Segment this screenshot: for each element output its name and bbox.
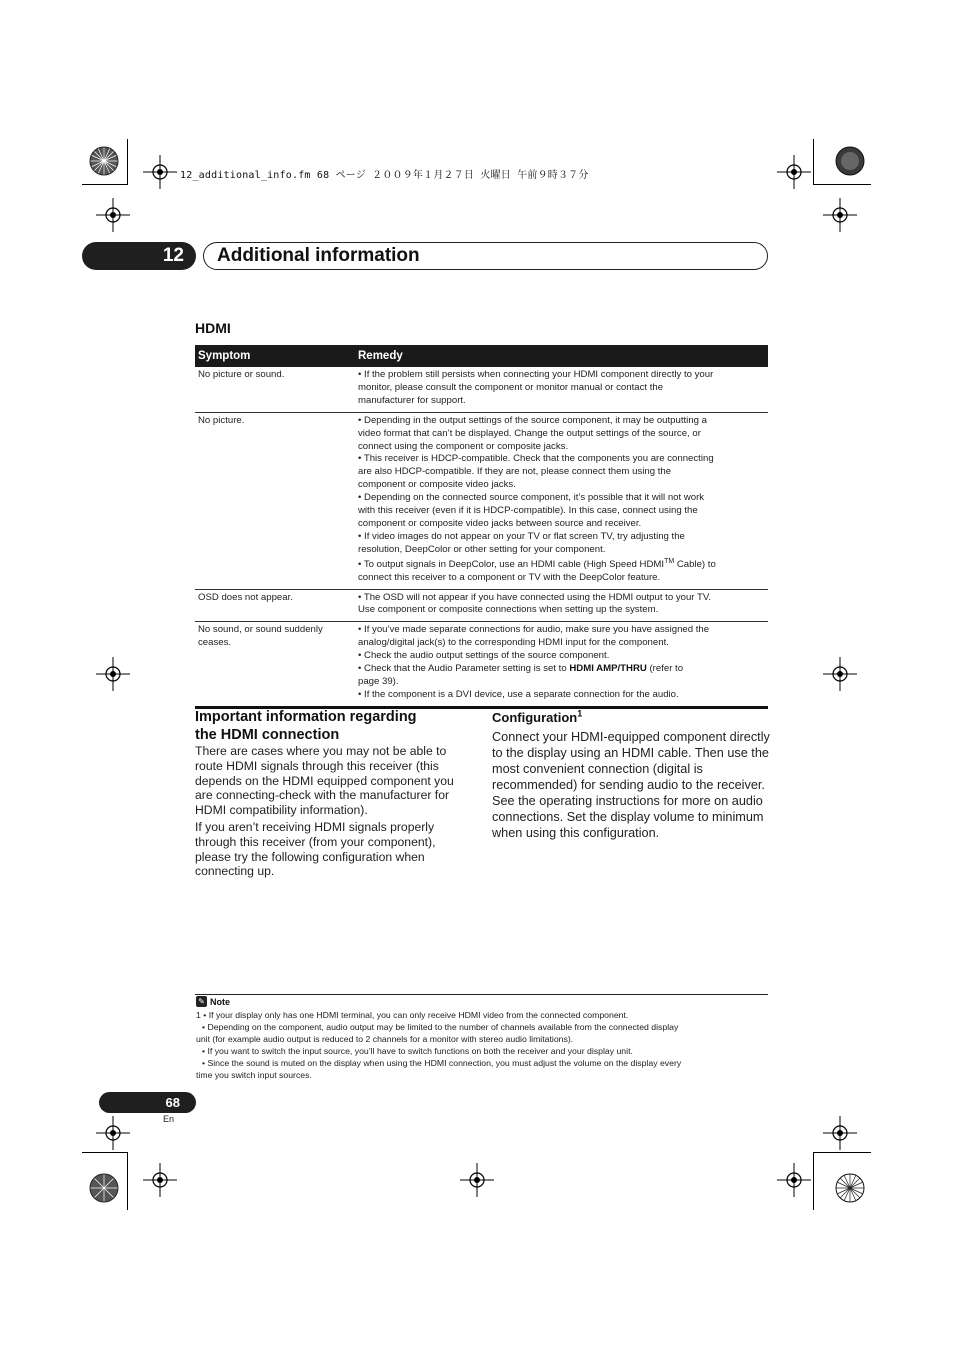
note-list — [196, 1009, 768, 1082]
starburst-mark-bottom-right — [834, 1172, 866, 1204]
symptom-cell — [195, 622, 355, 707]
remedy-line-bold — [358, 663, 765, 676]
note-item: unit (for example audio output is reduced to 2 channels for a monitor with stereo audio limitations). — [196, 1034, 574, 1045]
important-info-paragraph-2: If you aren’t receiving HDMI signals properly through this receiver (from your component), please try the following configuration when connecting up. — [195, 820, 436, 879]
remedy-line: component or composite video jacks between source and receiver. — [358, 517, 642, 529]
table-row — [195, 589, 768, 622]
starburst-mark-top-right — [834, 145, 866, 177]
table-row — [195, 412, 768, 589]
remedy-line: • Depending on the connected source component, it’s possible that it will not work — [358, 492, 705, 504]
crosshair-mark-5 — [96, 657, 130, 691]
remedy-cell — [355, 589, 768, 622]
remedy-text: • To output signals in DeepColor, use an HDMI cable (High Speed HDMI — [358, 558, 665, 570]
section-title: HDMI — [195, 320, 231, 336]
remedy-line: page 39). — [358, 675, 399, 687]
remedy-line: monitor, please consult the component or monitor manual or contact the — [358, 381, 664, 393]
crosshair-mark-10 — [460, 1163, 494, 1197]
table-row — [195, 622, 768, 707]
heading-line: the HDMI connection — [195, 727, 340, 743]
remedy-line: analog/digital jack(s) to the corresponding HDMI input for the component. — [358, 637, 669, 649]
page-number-tab — [99, 1092, 196, 1113]
important-info-paragraph-1: There are cases where you may not be able to route HDMI signals through this receiver (this depends on the HDMI equipped component you are connecting-check with the manufacturer for HDMI compatibility information). — [195, 744, 454, 818]
symptom-cell: No picture or sound. — [195, 367, 355, 412]
crosshair-mark-6 — [823, 657, 857, 691]
chapter-title-box — [203, 242, 768, 270]
note-item: • Depending on the component, audio output may be limited to the number of channels available from the connected display — [202, 1022, 679, 1033]
crosshair-mark-7 — [96, 1116, 130, 1150]
remedy-text: (refer to — [646, 663, 684, 675]
remedy-line: • The OSD will not appear if you have connected using the HDMI output to your TV. — [358, 591, 712, 603]
table-row — [195, 367, 768, 412]
trademark-mark: TM — [664, 557, 675, 565]
crosshair-mark-2 — [777, 155, 811, 189]
crosshair-mark-8 — [823, 1116, 857, 1150]
remedy-line: manufacturer for support. — [358, 394, 466, 406]
note-header — [196, 996, 230, 1007]
starburst-mark-bottom-left — [88, 1172, 120, 1204]
remedy-line: are also HDCP-compatible. If they are not, please connect them using the — [358, 466, 672, 478]
remedy-text: • Check that the Audio Parameter setting is set to — [358, 663, 570, 675]
remedy-line: • If the problem still persists when connecting your HDMI component directly to your — [358, 369, 714, 380]
symptom-line: ceases. — [198, 637, 232, 649]
note-pencil-icon: ✎ — [196, 996, 207, 1007]
starburst-mark-top-left — [88, 145, 120, 177]
remedy-line: • If video images do not appear on your TV or flat screen TV, try adjusting the — [358, 530, 685, 542]
remedy-line: connect using the component or composite jacks. — [358, 440, 569, 452]
column-header-remedy: Remedy — [355, 345, 768, 367]
remedy-line: resolution, DeepColor or other setting for your component. — [358, 543, 606, 555]
symptom-line: No sound, or sound suddenly — [198, 624, 323, 636]
chapter-title: Additional information — [217, 245, 420, 266]
crosshair-mark-11 — [777, 1163, 811, 1197]
table-header-row — [195, 345, 768, 367]
configuration-heading-text: Configuration — [492, 710, 578, 725]
crosshair-mark-9 — [143, 1163, 177, 1197]
note-label: Note — [210, 996, 230, 1007]
remedy-line: component or composite video jacks. — [358, 479, 516, 491]
footnote-ref: 1 — [577, 708, 583, 719]
remedy-line: connect this receiver to a component or TV with the DeepColor feature. — [358, 571, 661, 583]
remedy-line: Use component or composite connections when setting up the system. — [358, 604, 659, 616]
crosshair-mark-3 — [96, 198, 130, 232]
file-header: 12_additional_info.fm 68 ページ ２００９年１月２７日 火曜日 午前９時３７分 — [180, 170, 589, 181]
page-number: 68 — [165, 1095, 180, 1110]
crosshair-mark-1 — [143, 155, 177, 189]
remedy-line: • If the component is a DVI device, use a separate connection for the audio. — [358, 688, 679, 700]
remedy-line: • If you’ve made separate connections for audio, make sure you have assigned the — [358, 624, 710, 636]
remedy-line-trademark — [358, 559, 765, 572]
page-language: En — [163, 1114, 175, 1124]
remedy-line: with this receiver (even if it is HDCP-compatible). In this case, connect using the — [358, 505, 698, 517]
troubleshooting-table — [195, 345, 768, 709]
remedy-cell — [355, 412, 768, 589]
symptom-cell: OSD does not appear. — [195, 589, 355, 622]
remedy-cell — [355, 622, 768, 707]
chapter-number-tab — [82, 242, 196, 270]
setting-name: HDMI AMP/THRU — [569, 663, 647, 675]
symptom-cell: No picture. — [195, 412, 355, 589]
configuration-paragraph: Connect your HDMI-equipped component directly to the display using an HDMI cable. Then use the most convenient connection (digital is recommended) for sending audio to the receiver. See the operating instructions for more on audio connections. Set the display volume to minimum when using this configuration. — [492, 730, 770, 840]
remedy-cell — [355, 367, 768, 412]
remedy-line: video format that can’t be displayed. Change the output settings of the source, or — [358, 427, 701, 439]
remedy-line: • This receiver is HDCP-compatible. Check that the components you are connecting — [358, 453, 714, 465]
note-item: 1 • If your display only has one HDMI terminal, you can only receive HDMI video from the connected component. — [196, 1010, 629, 1020]
note-item: time you switch input sources. — [196, 1070, 312, 1081]
note-divider — [195, 994, 768, 995]
heading-line: Important information regarding — [195, 709, 417, 725]
note-item: • If you want to switch the input source, you’ll have to switch functions on both the receiver and your display unit. — [202, 1046, 633, 1057]
remedy-text: Cable) to — [674, 558, 716, 570]
chapter-number: 12 — [162, 245, 184, 266]
remedy-line: • Depending in the output settings of the source component, it may be outputting a — [358, 414, 707, 426]
column-header-symptom: Symptom — [195, 345, 355, 367]
important-info-heading — [195, 708, 475, 744]
remedy-line: • Check the audio output settings of the source component. — [358, 650, 610, 662]
crosshair-mark-4 — [823, 198, 857, 232]
configuration-heading — [492, 710, 582, 725]
note-item: • Since the sound is muted on the display when using the HDMI connection, you must adjust the volume on the display every — [202, 1058, 682, 1069]
